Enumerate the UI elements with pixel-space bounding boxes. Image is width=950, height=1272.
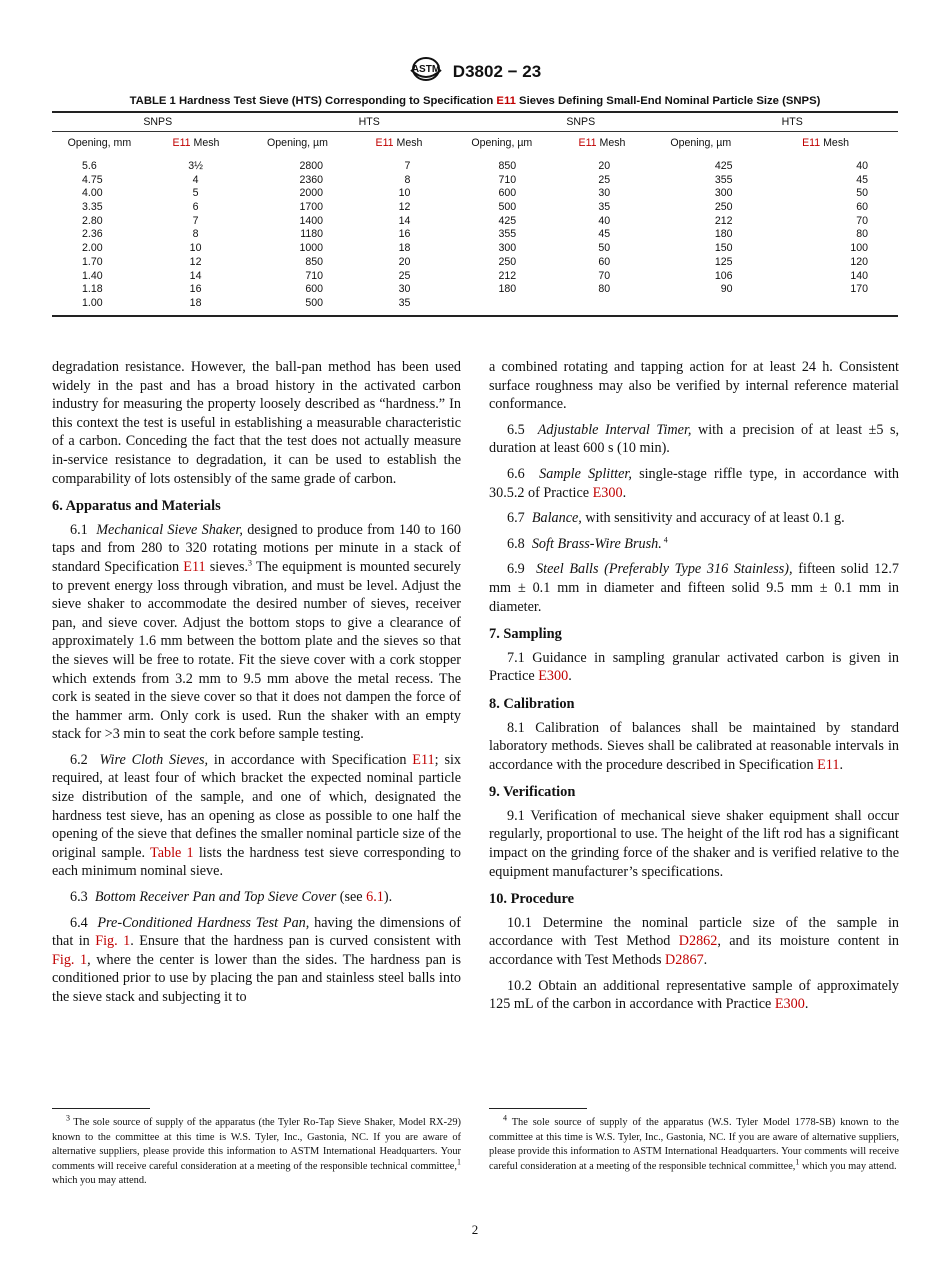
table-cell: 6 <box>192 201 199 214</box>
section-heading-7: 7. Sampling <box>489 626 562 643</box>
table-cell: 1400 <box>299 214 324 227</box>
table-cell: 20 <box>398 255 411 268</box>
table-cell: 1.18 <box>82 283 103 296</box>
table-cell: 7 <box>404 160 411 172</box>
table-cell: 212 <box>714 214 733 227</box>
table-cell: 355 <box>714 173 733 186</box>
document-id: D3802 − 23 <box>452 61 542 81</box>
paragraph-6-4: 6.4 Pre-Conditioned Hardness Test Pan, having the dimensions of that in Fig. 1. Ensure that the hardness pan is curved consistent with Fig. 1, where the center is lower than the sides. The hardness pan is conditioned prior to use by placing the pan and stainless steel balls into the sieve stack and subjecting it to <box>52 914 462 1005</box>
table-cell: 4 <box>192 173 199 186</box>
table-cell: 425 <box>498 214 517 227</box>
paragraph-6-6: 6.6 Sample Splitter, single-stage riffle type, in accordance with 30.5.2 of Practice E300. <box>489 465 899 501</box>
link-d2867[interactable]: D2867 <box>665 952 704 969</box>
table-cell: 600 <box>305 283 324 296</box>
table-cell: 1180 <box>300 228 324 241</box>
table-cell: 14 <box>189 269 202 282</box>
table-cell: 2.00 <box>82 242 103 255</box>
paragraph-10-2: 10.2 Obtain an additional representative sample of approximately 125 mL of the carbon in accordance with Practice E300. <box>489 977 899 1013</box>
table-cell: 140 <box>850 269 868 282</box>
paragraph-7-1: 7.1 Guidance in sampling granular activated carbon is given in Practice E300. <box>489 649 899 685</box>
section-heading-10: 10. Procedure <box>489 891 574 908</box>
table-cell: 18 <box>189 296 202 309</box>
table-row <box>52 201 898 215</box>
table-cell: 1700 <box>299 201 324 214</box>
link-e11[interactable]: E11 <box>817 756 840 773</box>
table-cell: 850 <box>305 255 324 268</box>
table-cell: 50 <box>856 187 868 200</box>
table-cell: 45 <box>598 228 611 241</box>
table-cell: 2800 <box>299 160 324 172</box>
table-cell: 180 <box>498 283 517 296</box>
table-cell: 20 <box>598 160 611 172</box>
table-cell: 2.80 <box>82 214 103 227</box>
link-e300[interactable]: E300 <box>592 484 623 501</box>
footnote-divider <box>489 1108 587 1109</box>
page-number: 2 <box>471 1222 479 1237</box>
intro-paragraph: degradation resistance. However, the ball-pan method has been used widely in the past and has a broad history in the activated carbon industry for measuring the property loosely described as “hardness.” In this context the test is useful in establishing a measurable characteristic of a carbon. Conceding the fact that the test does not actually measure in-service resistance to degradation, it can be used to establish the comparability of lots ostensibly of the same grade of carbon. <box>52 359 461 487</box>
table-cell: 4.75 <box>82 173 103 186</box>
table-cell: 2000 <box>299 187 324 200</box>
table-cell: 80 <box>598 283 611 296</box>
left-column <box>52 358 461 1014</box>
paragraph-10-1: 10.1 Determine the nominal particle size of the sample in accordance with Test Method D2862, and its moisture content in accordance with Test Methods D2867. <box>489 914 899 969</box>
paragraph-6-1: 6.1 Mechanical Sieve Shaker, designed to produce from 140 to 160 taps and from 280 to 320 rotating motions per minute in a stack of standard Specification E11 sieves.$^3$ The equipment is mounted securely to prevent energy loss through vibration, and must be level. Adjust the sieve shaker to accommodate the desired number of sieves, receiver pan, and sieve cover. Adjust the bottom stops to give a clearance of approximately 1.6 mm between the bottom plate and the sieves so that the sieves will be free to rotate. Fit the sieve cover with a cork stopper which extends from 3.2 mm to 9.5 mm above the metal recess. The cork is seated in the sieve cover so that it does not dampen the force of the hammer arm. Only cork is used. Run the shaker with an empty stack for >3 min to seat the cork before sample testing. <box>52 521 461 743</box>
table-cell: 710 <box>498 173 517 186</box>
table-cell: 4.00 <box>82 187 103 200</box>
sieve-table <box>52 111 898 317</box>
table-cell: 425 <box>714 160 733 172</box>
table-cell: 90 <box>720 283 733 296</box>
link-6-1[interactable]: 6.1 <box>366 889 384 906</box>
link-d2862[interactable]: D2862 <box>678 933 718 950</box>
table-cell: 2360 <box>299 173 324 186</box>
table-cell: 3½ <box>188 160 203 172</box>
table-cell: 10 <box>189 242 202 255</box>
table-cell: 3.35 <box>82 201 103 214</box>
table-cell <box>649 297 753 311</box>
table-cell <box>754 297 898 311</box>
paragraph-6-8: 6.8 Soft Brass-Wire Brush. $^4$ <box>507 535 668 552</box>
right-column <box>489 358 899 1021</box>
table-cell: 710 <box>305 269 324 282</box>
link-e11[interactable]: E11 <box>412 751 435 768</box>
table-cell: 70 <box>598 269 611 282</box>
table-cell: 300 <box>714 187 733 200</box>
table-cell: 1.70 <box>82 255 103 268</box>
table-cell <box>559 297 649 311</box>
table-cell: 2.36 <box>82 228 103 241</box>
continued-paragraph: a combined rotating and tapping action for at least 24 h. Consistent surface roughness may also be verified by internal reference material conformance. <box>489 359 899 413</box>
table-cell: 16 <box>398 228 411 241</box>
paragraph-6-3: 6.3 Bottom Receiver Pan and Top Sieve Cover (see 6.1). <box>70 889 393 906</box>
table-row <box>52 283 898 297</box>
table-row <box>52 160 898 174</box>
table-cell: 30 <box>398 283 411 296</box>
table-cell: 1000 <box>299 242 324 255</box>
link-fig-1[interactable]: Fig. 1 <box>52 951 88 968</box>
table-cell: 300 <box>498 242 517 255</box>
table-cell: 12 <box>189 255 202 268</box>
link-e11[interactable]: E11 <box>578 137 597 149</box>
table-cell: 40 <box>598 214 611 227</box>
table-cell: 150 <box>714 242 733 255</box>
section-heading-8: 8. Calibration <box>489 695 575 712</box>
link-e300[interactable]: E300 <box>774 996 805 1013</box>
table-cell: 250 <box>714 201 733 214</box>
table-cell: 180 <box>714 228 733 241</box>
link-e300[interactable]: E300 <box>538 668 569 685</box>
table-cell: 600 <box>498 187 517 200</box>
table-title: TABLE 1 Hardness Test Sieve (HTS) Corresponding to Specification E11 Sieves Defining Small-End Nominal Particle Size (SNPS) <box>129 95 821 107</box>
table-cell: 14 <box>398 214 411 227</box>
table-column-header: Opening, mm E11 Mesh Opening, µm E11 Mesh Opening, µm E11 Mesh Opening, µm E11 Mesh <box>67 137 850 149</box>
link-fig-1[interactable]: Fig. 1 <box>95 933 131 950</box>
table-cell: 30 <box>598 187 611 200</box>
page-header <box>0 56 950 87</box>
table-cell: 50 <box>598 242 611 255</box>
table-cell: 45 <box>856 173 868 186</box>
table-cell: 170 <box>850 283 868 296</box>
table-cell: 7 <box>192 214 199 227</box>
footnote-divider <box>52 1108 150 1109</box>
link-e11[interactable]: E11 <box>375 137 394 149</box>
link-e11[interactable]: E11 <box>183 558 206 575</box>
paragraph-9-1: 9.1 Verification of mechanical sieve shaker equipment shall occur regularly, proportional to use. The height of the lift rod has a significant impact on the grinding force of the shaker and is verified relative to the equipment manufacturer’s specifications. <box>489 807 899 880</box>
table-cell: 5 <box>192 187 199 200</box>
table-cell: 12 <box>398 201 411 214</box>
table-cell: 250 <box>498 255 517 268</box>
table-cell: 35 <box>398 296 411 309</box>
table-cell: 70 <box>856 214 868 227</box>
table-body <box>52 160 898 311</box>
table-cell: 1.00 <box>82 296 103 309</box>
table-row <box>52 256 898 270</box>
paragraph-6-9: 6.9 Steel Balls (Preferably Type 316 Stainless), fifteen solid 12.7 mm ± 0.1 mm in diameter and fifteen solid 9.5 mm ± 0.1 mm in diameter. <box>489 561 899 615</box>
table-group-header: SNPS HTS SNPS HTS <box>143 116 803 128</box>
link-table-1[interactable]: Table 1 <box>150 844 194 861</box>
section-heading-9: 9. Verification <box>489 784 576 801</box>
table-cell: 10 <box>398 187 411 200</box>
section-heading-6: 6. Apparatus and Materials <box>52 498 221 515</box>
table-cell: 500 <box>498 201 517 214</box>
table-row <box>52 270 898 284</box>
svg-text:ASTM: ASTM <box>411 64 440 75</box>
astm-logo-icon <box>409 56 443 87</box>
paragraph-6-7: 6.7 Balance, with sensitivity and accuracy of at least 0.1 g. <box>507 510 845 527</box>
table-cell: 18 <box>398 242 411 255</box>
table-cell: 500 <box>305 296 324 309</box>
table-cell: 1.40 <box>82 269 103 282</box>
table-cell: 212 <box>498 269 517 282</box>
table-cell: 120 <box>850 255 868 268</box>
table-cell: 850 <box>498 160 517 172</box>
table-cell: 5.6 <box>82 160 97 172</box>
table-cell: 16 <box>189 283 202 296</box>
table-row <box>52 242 898 256</box>
table-cell: 35 <box>598 201 611 214</box>
table-row <box>52 215 898 229</box>
table-row <box>52 228 898 242</box>
table-cell: 8 <box>192 228 199 241</box>
link-e11[interactable]: E11 <box>802 137 821 149</box>
table-cell: 40 <box>856 160 868 172</box>
table-cell: 60 <box>598 255 611 268</box>
footnote-4: $^4$ The sole source of supply of the apparatus (W.S. Tyler Model 1778-SB) known to the committee at this time is W.S. Tyler, Inc., Gastonia, NC. If you are aware of alternative suppliers, please provide this information to ASTM International Headquarters. Your comments will receive careful consideration at a meeting of the responsible technical committee,$^1$ which you may attend. <box>489 1113 899 1172</box>
table-cell: 355 <box>498 228 517 241</box>
paragraph-6-5: 6.5 Adjustable Interval Timer, with a precision of at least ±5 s, duration at least 600 s (10 min). <box>489 421 900 457</box>
table-cell: 60 <box>856 201 868 214</box>
table-cell: 100 <box>850 242 868 255</box>
table-row <box>52 187 898 201</box>
link-e11[interactable]: E11 <box>172 137 191 149</box>
table-cell: 8 <box>404 173 411 186</box>
table-row <box>52 174 898 188</box>
table-cell: 25 <box>398 269 411 282</box>
paragraph-8-1: 8.1 Calibration of balances shall be maintained by standard laboratory methods. Sieves shall be calibrated at reasonable intervals in accordance with the procedure described in Specification E11. <box>489 719 899 773</box>
paragraph-6-2: 6.2 Wire Cloth Sieves, in accordance with Specification E11; six required, at least four of which bracket the expected nominal particle size distribution of the sample, and one of which, designated the hardness test sieve, has an opening as close as possible to one half the opening of the sieve that defines the smaller nominal particle size of the original sample. Table 1 lists the hardness test sieve corresponding to each minimum nominal sieve. <box>52 751 461 880</box>
table-cell: 125 <box>714 255 733 268</box>
footnote-3: $^3$ The sole source of supply of the apparatus (the Tyler Ro-Tap Sieve Shaker, Model RX-29) known to the committee at this time is W.S. Tyler, Inc., Gastonia, NC. If you are aware of alternative suppliers, please provide this information to ASTM International Headquarters. Your comments will receive careful consideration at a meeting of the responsible technical committee,$^1$ which you may attend. <box>52 1113 461 1187</box>
table-cell: 106 <box>714 269 733 282</box>
table-row <box>52 297 898 311</box>
table-cell: 80 <box>856 228 868 241</box>
table-cell: 25 <box>598 173 611 186</box>
table-cell <box>448 297 559 311</box>
link-e11[interactable]: E11 <box>496 95 516 107</box>
